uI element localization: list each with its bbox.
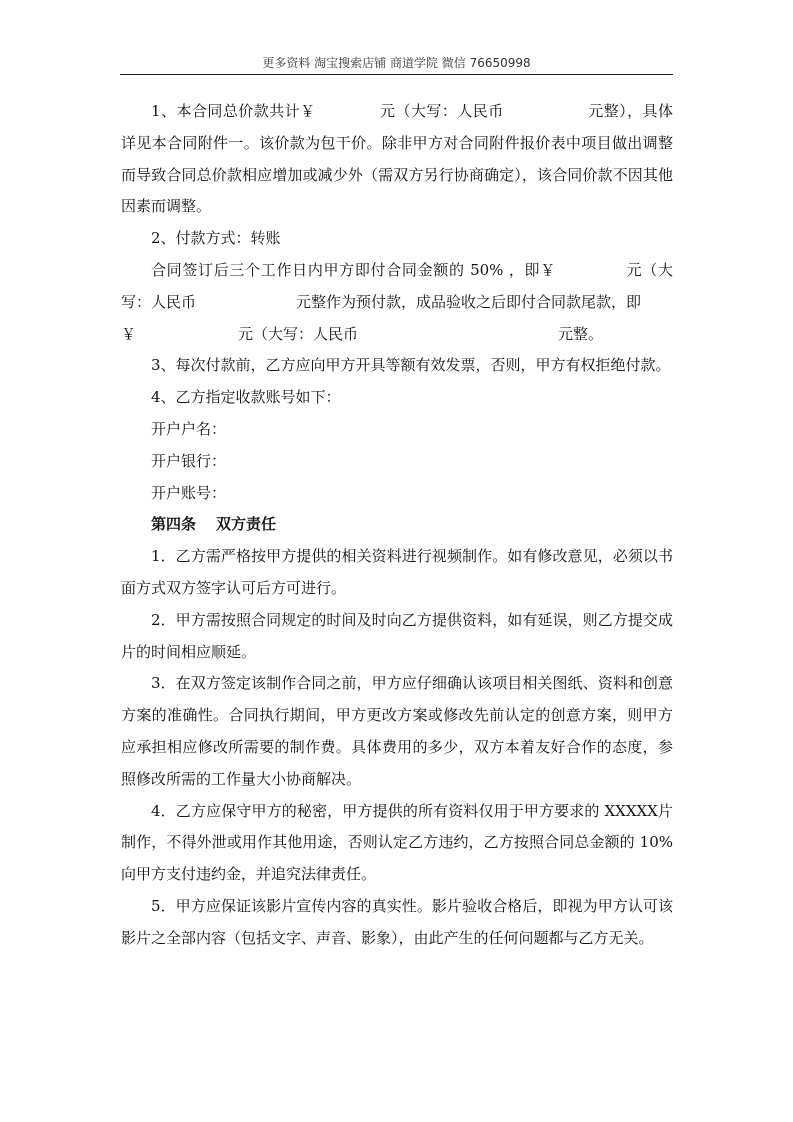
section-heading: [121, 509, 673, 541]
responsibility-item-3: 3．在双方签定该制作合同之前，甲方应仔细确认该项目相关图纸、资料和创意方案的准确性。合同执行期间，甲方更改方案或修改先前认定的创意方案，则甲方应承担相应修改所需要的制作费。具体费用的多少，双方本着友好合作的态度，参照修改所需的工作量大小协商解决。: [121, 674, 673, 788]
payment-total-paragraph: [121, 96, 673, 223]
total-price-text: 1、本合同总价款共计￥: [151, 102, 316, 120]
invoice-paragraph: 3、每次付款前，乙方应向甲方开具等额有效发票，否则，甲方有权拒绝付款。: [151, 356, 671, 375]
section-number: 第四条: [151, 515, 197, 534]
prepayment-paragraph: [121, 255, 673, 350]
payment-method-paragraph: 2、付款方式：转账: [151, 229, 281, 248]
bank-line: 开户银行：: [151, 451, 227, 470]
document-body: [121, 96, 673, 955]
final-payment-text: 元整作为预付款，成品验收之后即付合同款尾款，即: [296, 292, 642, 311]
account-intro-paragraph: 4、乙方指定收款账号如下：: [151, 388, 341, 407]
responsibility-item-4: 4．乙方应保守甲方的秘密，甲方提供的所有资料仅用于甲方要求的 XXXXX片 制作，不得外泄或用作其他用途，否则认定乙方违约，乙方按照合同总金额的 10% 向甲方支付违约金，并追究法律责任。: [121, 801, 673, 884]
final-payment-words-text: 元（大写：人民币: [238, 324, 359, 343]
page-header: 更多资料 淘宝搜索店铺 商道学院 微信 76650998: [262, 56, 531, 70]
total-price-detail-text: 元整），具体详见本合同附件一。该价款为包干价。除非甲方对合同附件报价表中项目做出调整而导致合同总价款相应增加或减少外（需双方另行协商确定），该合同价款不因其他因素而调整。: [121, 102, 673, 216]
prepayment-text: 合同签订后三个工作日内甲方即付合同金额的 50% ，即￥: [151, 260, 556, 279]
final-payment-currency: ￥: [121, 324, 137, 343]
header-divider: [120, 74, 673, 75]
final-payment-end-text: 元整。: [558, 324, 604, 343]
account-name-line: 开户户名：: [151, 419, 227, 438]
responsibility-item-1: 1．乙方需严格按甲方提供的相关资料进行视频制作。如有修改意见，必须以书面方式双方签字认可后方可进行。: [121, 547, 673, 597]
prepayment-words-text: 元（大写：人民币: [121, 260, 673, 311]
section-title: 双方责任: [216, 515, 277, 534]
total-price-words-text: 元（大写：人民币: [379, 102, 504, 120]
responsibility-item-2: 2．甲方需按照合同规定的时间及时向乙方提供资料，如有延误，则乙方提交成片的时间相应顺延。: [121, 610, 673, 661]
responsibility-item-5: 5．甲方应保证该影片宣传内容的真实性。影片验收合格后，即视为甲方认可该影片之全部内容（包括文字、声音、影象），由此产生的任何问题都与乙方无关。: [121, 896, 673, 947]
account-number-line: 开户账号：: [151, 483, 227, 502]
